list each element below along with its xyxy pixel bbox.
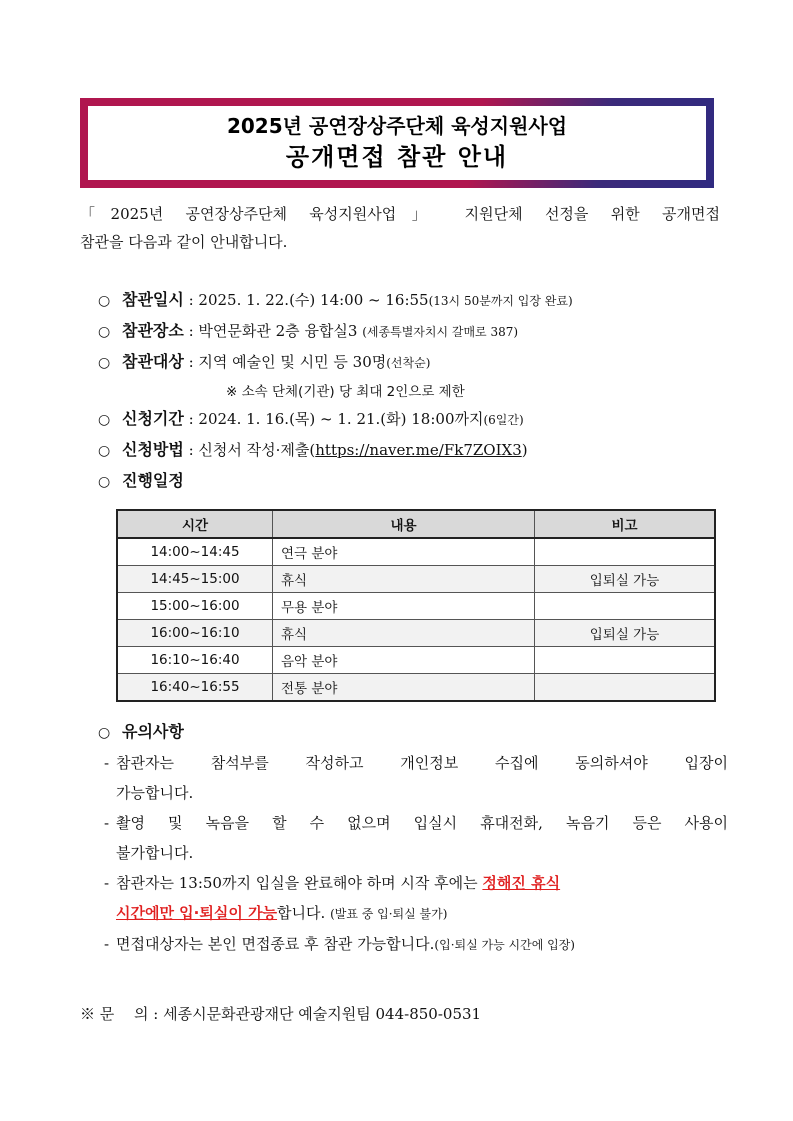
cell-time: 14:45~15:00: [117, 566, 273, 593]
method-value: : 신청서 작성·제출(: [183, 441, 316, 459]
title-line-1: 2025년 공연장상주단체 육성지원사업: [226, 114, 568, 138]
detail-date: [98, 286, 738, 317]
schedule-label: 진행일정: [122, 471, 184, 490]
date-label: 참관일시: [122, 290, 184, 309]
table-row: [117, 593, 715, 620]
dash-bullet-icon: -: [104, 935, 110, 953]
intro-line-1: 「2025년 공연장상주단체 육성지원사업」 지원단체 선정을 위한 공개면접: [80, 205, 720, 223]
circle-bullet-icon: ○: [98, 725, 111, 741]
table-header-row: [117, 510, 715, 538]
caution-item-2-line-2: 불가합니다.: [116, 844, 194, 862]
header-time: 시간: [117, 510, 273, 538]
detail-method: [98, 436, 738, 467]
caution-item-4-note: (입·퇴실 가능 시간에 입장): [434, 938, 575, 952]
caution-item-1-line-2: 가능합니다.: [116, 784, 194, 802]
target-label: 참관대상: [122, 352, 184, 371]
cell-time: 16:10~16:40: [117, 647, 273, 674]
cell-note: [535, 593, 716, 620]
target-note: (선착순): [386, 356, 431, 370]
details-list: [98, 286, 738, 498]
header-content: 내용: [273, 510, 535, 538]
cell-note: 입퇴실 가능: [535, 620, 716, 647]
caution-item-3-text: 참관자는 13:50까지 입실을 완료해야 하며 시작 후에는: [116, 874, 483, 892]
caution-item-2: [98, 808, 728, 868]
caution-item-1: [98, 748, 728, 808]
circle-bullet-icon: ○: [98, 355, 111, 371]
circle-bullet-icon: ○: [98, 443, 111, 459]
caution-section: [98, 718, 728, 960]
table-row: [117, 566, 715, 593]
cell-note: 입퇴실 가능: [535, 566, 716, 593]
caution-label: 유의사항: [122, 722, 184, 741]
title-line-2: 공개면접 참관 안내: [285, 143, 509, 171]
place-note: (세종특별자치시 갈매로 387): [362, 325, 519, 339]
contact-info: ※ 문 의 : 세종시문화관광재단 예술지원팀 044-850-0531: [80, 1005, 482, 1023]
caution-item-2-line-1: 촬영 및 녹음을 할 수 없으며 입실시 휴대전화, 녹음기 등은 사용이: [116, 814, 728, 832]
cell-note: [535, 674, 716, 702]
caution-item-1-line-1: 참관자는 참석부를 작성하고 개인정보 수집에 동의하셔야 입장이: [116, 754, 728, 772]
caution-heading: [98, 718, 728, 748]
cell-content: 연극 분야: [273, 538, 535, 566]
place-label: 참관장소: [122, 321, 184, 340]
caution-item-3-line-1: [116, 868, 728, 898]
cell-time: 15:00~16:00: [117, 593, 273, 620]
caution-item-4-text: 면접대상자는 본인 면접종료 후 참관 가능합니다.: [116, 935, 435, 953]
period-note: (6일간): [483, 413, 524, 427]
detail-target: [98, 348, 738, 379]
highlight-entry-exit: 시간에만 입·퇴실이 가능: [116, 904, 278, 922]
detail-place: [98, 317, 738, 348]
cell-content: 휴식: [273, 620, 535, 647]
dash-bullet-icon: -: [104, 874, 110, 892]
table-row: [117, 620, 715, 647]
cell-content: 휴식: [273, 566, 535, 593]
place-value: : 박연문화관 2층 융합실3: [183, 322, 363, 340]
period-label: 신청기간: [122, 409, 184, 428]
application-link[interactable]: https://naver.me/Fk7ZOIX3: [315, 441, 522, 459]
date-value: : 2025. 1. 22.(수) 14:00 ~ 16:55: [183, 291, 429, 309]
caution-item-3-post: 합니다.: [277, 904, 331, 922]
target-value: : 지역 예술인 및 시민 등 30명: [183, 353, 387, 371]
caution-item-4: [98, 929, 728, 960]
dash-bullet-icon: -: [104, 754, 110, 772]
cell-time: 16:00~16:10: [117, 620, 273, 647]
limit-note: ※ 소속 단체(기관) 당 최대 2인으로 제한: [226, 384, 465, 400]
method-label: 신청방법: [122, 440, 184, 459]
circle-bullet-icon: ○: [98, 412, 111, 428]
dash-bullet-icon: -: [104, 814, 110, 832]
circle-bullet-icon: ○: [98, 293, 111, 309]
cell-time: 16:40~16:55: [117, 674, 273, 702]
table-row: [117, 647, 715, 674]
cell-note: [535, 647, 716, 674]
cell-content: 음악 분야: [273, 647, 535, 674]
cell-note: [535, 538, 716, 566]
highlight-rest-time: 정해진 휴식: [482, 874, 561, 892]
schedule-table: [116, 509, 716, 702]
table-row: [117, 674, 715, 702]
header-note: 비고: [535, 510, 716, 538]
cell-time: 14:00~14:45: [117, 538, 273, 566]
caution-item-3-line-2: [116, 898, 728, 929]
cell-content: 무용 분야: [273, 593, 535, 620]
circle-bullet-icon: ○: [98, 474, 111, 490]
title-banner: [80, 98, 714, 188]
caution-item-3-note: (발표 중 입·퇴실 불가): [330, 907, 448, 921]
intro-paragraph: [80, 200, 720, 256]
detail-period: [98, 405, 738, 436]
intro-line-2: 참관을 다음과 같이 안내합니다.: [80, 233, 288, 251]
date-note: (13시 50분까지 입장 완료): [428, 294, 573, 308]
table-row: [117, 538, 715, 566]
cell-content: 전통 분야: [273, 674, 535, 702]
detail-schedule: [98, 467, 738, 498]
title-banner-inner: [88, 106, 706, 180]
period-value: : 2024. 1. 16.(목) ~ 1. 21.(화) 18:00까지: [183, 410, 484, 428]
method-close: ): [521, 441, 528, 459]
circle-bullet-icon: ○: [98, 324, 111, 340]
caution-item-4-line: [116, 929, 728, 960]
caution-item-3: [98, 868, 728, 929]
